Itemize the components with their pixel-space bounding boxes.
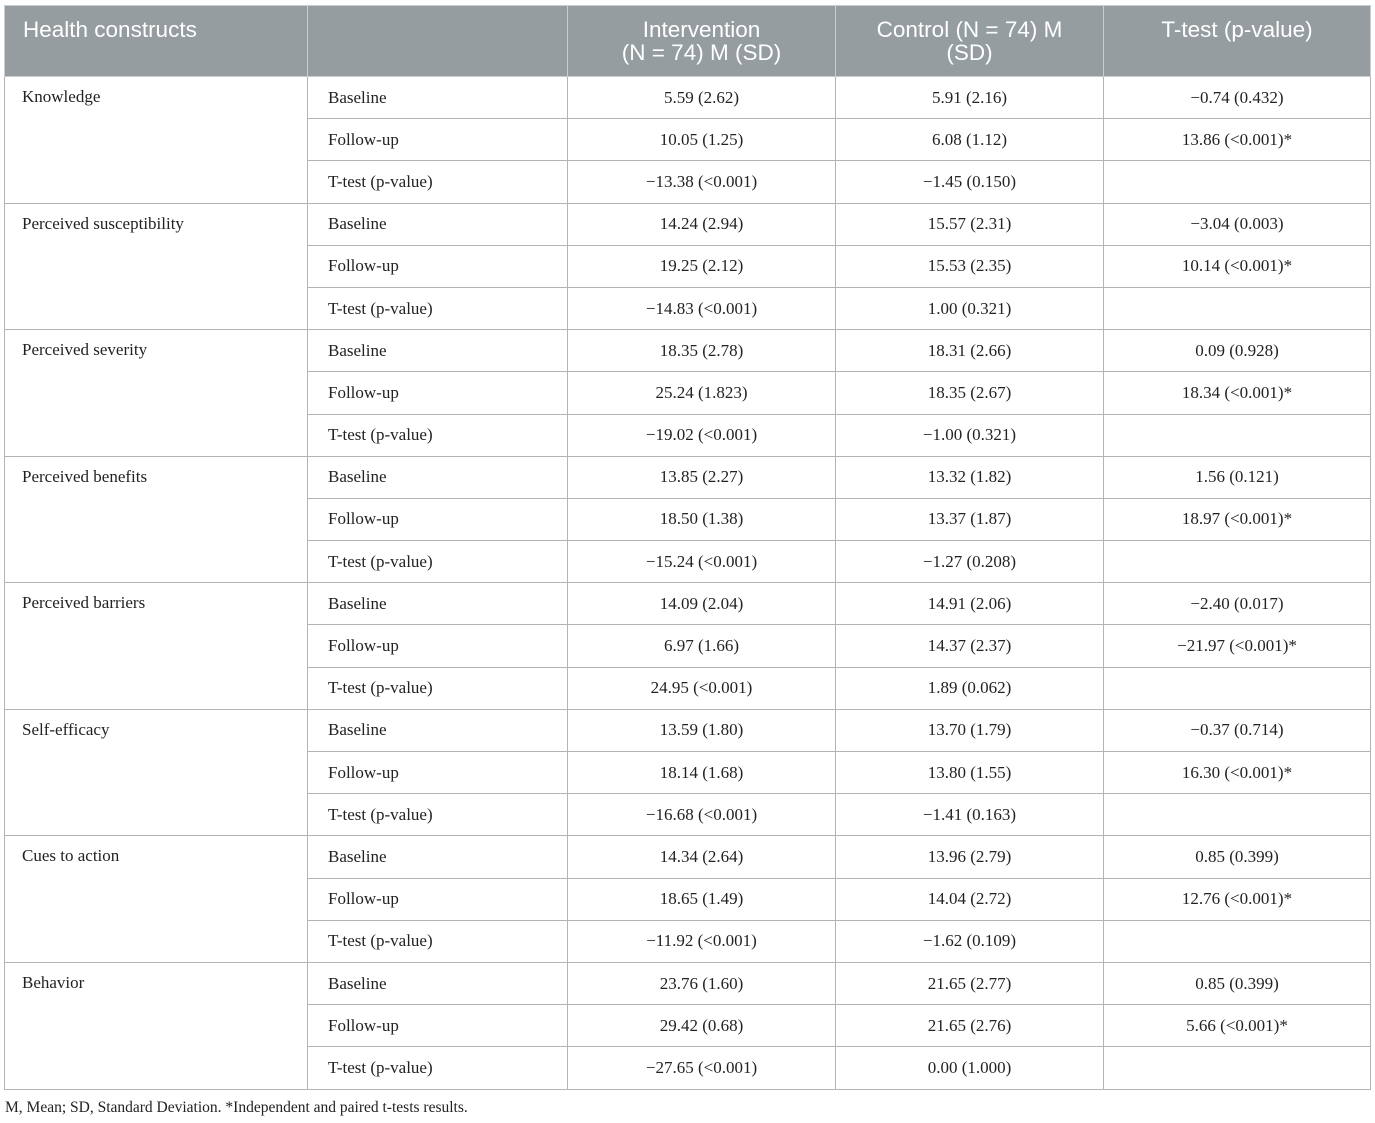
intervention-value: −16.68 (<0.001) <box>568 794 836 836</box>
intervention-value: 19.25 (2.12) <box>568 245 836 287</box>
table-row <box>5 456 1371 498</box>
intervention-value: 18.50 (1.38) <box>568 498 836 540</box>
control-value: 13.32 (1.82) <box>836 456 1104 498</box>
row-label: T-test (p-value) <box>308 287 568 329</box>
header-health-constructs: Health constructs <box>5 6 308 77</box>
control-value: 14.04 (2.72) <box>836 878 1104 920</box>
control-value: −1.00 (0.321) <box>836 414 1104 456</box>
control-value: −1.45 (0.150) <box>836 161 1104 203</box>
row-label: Baseline <box>308 456 568 498</box>
intervention-value: −14.83 (<0.001) <box>568 287 836 329</box>
table-row <box>5 77 1371 119</box>
ttest-value: 13.86 (<0.001)* <box>1104 119 1371 161</box>
header-control-line1: Control (N = 74) M <box>876 17 1063 42</box>
intervention-value: 6.97 (1.66) <box>568 625 836 667</box>
control-value: 0.00 (1.000) <box>836 1047 1104 1089</box>
construct-name: Perceived severity <box>5 330 308 457</box>
intervention-value: −15.24 (<0.001) <box>568 541 836 583</box>
table-row <box>5 962 1371 1004</box>
ttest-value: −21.97 (<0.001)* <box>1104 625 1371 667</box>
ttest-value <box>1104 920 1371 962</box>
construct-name: Perceived benefits <box>5 456 308 583</box>
construct-name: Perceived barriers <box>5 583 308 710</box>
intervention-value: 18.14 (1.68) <box>568 752 836 794</box>
row-label: Baseline <box>308 583 568 625</box>
row-label: T-test (p-value) <box>308 667 568 709</box>
intervention-value: 23.76 (1.60) <box>568 962 836 1004</box>
construct-name: Perceived susceptibility <box>5 203 308 330</box>
intervention-value: 18.35 (2.78) <box>568 330 836 372</box>
row-label: Baseline <box>308 962 568 1004</box>
intervention-value: 18.65 (1.49) <box>568 878 836 920</box>
row-label: T-test (p-value) <box>308 414 568 456</box>
row-label: Baseline <box>308 77 568 119</box>
control-value: 13.37 (1.87) <box>836 498 1104 540</box>
ttest-value: −0.74 (0.432) <box>1104 77 1371 119</box>
control-value: 13.70 (1.79) <box>836 709 1104 751</box>
intervention-value: 10.05 (1.25) <box>568 119 836 161</box>
intervention-value: −13.38 (<0.001) <box>568 161 836 203</box>
ttest-value <box>1104 414 1371 456</box>
ttest-value: 16.30 (<0.001)* <box>1104 752 1371 794</box>
intervention-value: −19.02 (<0.001) <box>568 414 836 456</box>
control-value: −1.41 (0.163) <box>836 794 1104 836</box>
intervention-value: 13.59 (1.80) <box>568 709 836 751</box>
control-value: 14.37 (2.37) <box>836 625 1104 667</box>
ttest-value: 18.34 (<0.001)* <box>1104 372 1371 414</box>
control-value: 21.65 (2.77) <box>836 962 1104 1004</box>
intervention-value: 24.95 (<0.001) <box>568 667 836 709</box>
control-value: 15.53 (2.35) <box>836 245 1104 287</box>
row-label: T-test (p-value) <box>308 541 568 583</box>
row-label: Follow-up <box>308 372 568 414</box>
row-label: Follow-up <box>308 625 568 667</box>
control-value: 14.91 (2.06) <box>836 583 1104 625</box>
table-row <box>5 583 1371 625</box>
ttest-value: 5.66 (<0.001)* <box>1104 1005 1371 1047</box>
intervention-value: 14.09 (2.04) <box>568 583 836 625</box>
header-control-line2: (SD) <box>946 40 993 65</box>
ttest-value: −2.40 (0.017) <box>1104 583 1371 625</box>
header-intervention <box>568 6 836 77</box>
row-label: T-test (p-value) <box>308 161 568 203</box>
row-label: Baseline <box>308 330 568 372</box>
table-footnote: M, Mean; SD, Standard Deviation. *Independent and paired t-tests results. <box>5 1099 468 1116</box>
row-label: T-test (p-value) <box>308 920 568 962</box>
row-label: Follow-up <box>308 878 568 920</box>
ttest-value: −3.04 (0.003) <box>1104 203 1371 245</box>
table-row <box>5 709 1371 751</box>
control-value: 1.89 (0.062) <box>836 667 1104 709</box>
header-ttest: T-test (p-value) <box>1104 6 1371 77</box>
control-value: 15.57 (2.31) <box>836 203 1104 245</box>
ttest-value <box>1104 794 1371 836</box>
control-value: 13.80 (1.55) <box>836 752 1104 794</box>
control-value: −1.27 (0.208) <box>836 541 1104 583</box>
header-intervention-line1: Intervention <box>642 17 761 42</box>
row-label: Baseline <box>308 836 568 878</box>
control-value: 13.96 (2.79) <box>836 836 1104 878</box>
row-label: Follow-up <box>308 752 568 794</box>
row-label: Follow-up <box>308 498 568 540</box>
intervention-value: 29.42 (0.68) <box>568 1005 836 1047</box>
construct-name: Knowledge <box>5 77 308 204</box>
ttest-value <box>1104 161 1371 203</box>
control-value: 18.31 (2.66) <box>836 330 1104 372</box>
ttest-value: 1.56 (0.121) <box>1104 456 1371 498</box>
control-value: 18.35 (2.67) <box>836 372 1104 414</box>
table-body <box>5 77 1371 1090</box>
construct-name: Behavior <box>5 962 308 1089</box>
control-value: 21.65 (2.76) <box>836 1005 1104 1047</box>
intervention-value: −11.92 (<0.001) <box>568 920 836 962</box>
construct-name: Cues to action <box>5 836 308 963</box>
table-row <box>5 203 1371 245</box>
header-control <box>836 6 1104 77</box>
intervention-value: 13.85 (2.27) <box>568 456 836 498</box>
row-label: Baseline <box>308 203 568 245</box>
ttest-value: −0.37 (0.714) <box>1104 709 1371 751</box>
ttest-value: 10.14 (<0.001)* <box>1104 245 1371 287</box>
intervention-value: 5.59 (2.62) <box>568 77 836 119</box>
table-row <box>5 330 1371 372</box>
ttest-value: 18.97 (<0.001)* <box>1104 498 1371 540</box>
intervention-value: 14.24 (2.94) <box>568 203 836 245</box>
ttest-value <box>1104 1047 1371 1089</box>
row-label: T-test (p-value) <box>308 794 568 836</box>
ttest-value: 0.09 (0.928) <box>1104 330 1371 372</box>
control-value: −1.62 (0.109) <box>836 920 1104 962</box>
ttest-value: 0.85 (0.399) <box>1104 962 1371 1004</box>
table-header <box>5 6 1371 77</box>
ttest-value: 0.85 (0.399) <box>1104 836 1371 878</box>
row-label: Follow-up <box>308 245 568 287</box>
table-row <box>5 836 1371 878</box>
ttest-value <box>1104 541 1371 583</box>
ttest-value <box>1104 667 1371 709</box>
row-label: Baseline <box>308 709 568 751</box>
header-blank <box>308 6 568 77</box>
intervention-value: −27.65 (<0.001) <box>568 1047 836 1089</box>
ttest-value: 12.76 (<0.001)* <box>1104 878 1371 920</box>
row-label: T-test (p-value) <box>308 1047 568 1089</box>
results-table <box>4 5 1371 1090</box>
control-value: 5.91 (2.16) <box>836 77 1104 119</box>
intervention-value: 14.34 (2.64) <box>568 836 836 878</box>
header-intervention-line2: (N = 74) M (SD) <box>621 40 782 65</box>
intervention-value: 25.24 (1.823) <box>568 372 836 414</box>
construct-name: Self-efficacy <box>5 709 308 836</box>
row-label: Follow-up <box>308 119 568 161</box>
ttest-value <box>1104 287 1371 329</box>
control-value: 6.08 (1.12) <box>836 119 1104 161</box>
row-label: Follow-up <box>308 1005 568 1047</box>
control-value: 1.00 (0.321) <box>836 287 1104 329</box>
